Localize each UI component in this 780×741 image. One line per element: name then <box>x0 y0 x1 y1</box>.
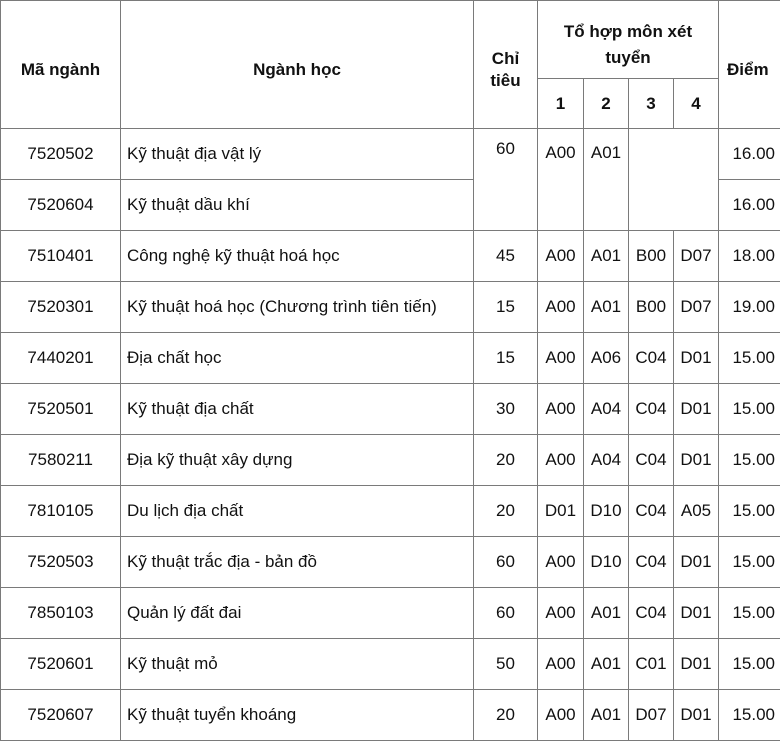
combo-1: A00 <box>538 333 584 384</box>
table-row <box>1 588 780 639</box>
major-code: 7810105 <box>1 486 121 537</box>
combo-3: D07 <box>629 690 674 741</box>
major-name: Kỹ thuật hoá học (Chương trình tiên tiến) <box>121 282 474 333</box>
cutoff-score: 15.00 <box>719 639 780 690</box>
major-name: Địa kỹ thuật xây dựng <box>121 435 474 486</box>
combo-1: A00 <box>538 537 584 588</box>
table-row <box>1 486 780 537</box>
combo-4: D01 <box>674 384 719 435</box>
major-code: 7580211 <box>1 435 121 486</box>
combo-2: A04 <box>584 435 629 486</box>
combo-3-4-empty <box>629 129 719 231</box>
combo-2: A01 <box>584 282 629 333</box>
table-row <box>1 384 780 435</box>
major-name: Địa chất học <box>121 333 474 384</box>
header-quota <box>474 1 538 129</box>
combo-4: D07 <box>674 282 719 333</box>
major-quota: 20 <box>474 690 538 741</box>
combo-4: D07 <box>674 231 719 282</box>
major-code: 7520503 <box>1 537 121 588</box>
combo-4: D01 <box>674 639 719 690</box>
combo-2: A01 <box>584 639 629 690</box>
combo-4: D01 <box>674 690 719 741</box>
major-name: Kỹ thuật tuyển khoáng <box>121 690 474 741</box>
combo-1: A00 <box>538 588 584 639</box>
header-major: Ngành học <box>121 1 474 129</box>
cutoff-score: 15.00 <box>719 537 780 588</box>
major-quota: 20 <box>474 435 538 486</box>
major-code: 7520301 <box>1 282 121 333</box>
table-row <box>1 333 780 384</box>
combo-3: C04 <box>629 384 674 435</box>
header-score: Điểm <box>719 1 780 129</box>
combo-1: A00 <box>538 231 584 282</box>
major-quota: 60 <box>474 537 538 588</box>
major-name: Kỹ thuật địa chất <box>121 384 474 435</box>
combo-3: C01 <box>629 639 674 690</box>
major-quota: 45 <box>474 231 538 282</box>
combo-2: A01 <box>584 588 629 639</box>
header-combos <box>538 1 719 79</box>
combo-1: A00 <box>538 690 584 741</box>
header-combo-1: 1 <box>538 79 584 129</box>
major-quota: 15 <box>474 282 538 333</box>
combo-3: B00 <box>629 282 674 333</box>
header-combo-2: 2 <box>584 79 629 129</box>
major-quota: 20 <box>474 486 538 537</box>
combo-2: A04 <box>584 384 629 435</box>
combo-1: A00 <box>538 384 584 435</box>
cutoff-score: 19.00 <box>719 282 780 333</box>
table-row <box>1 639 780 690</box>
major-quota: 60 <box>474 588 538 639</box>
table-row <box>1 129 780 180</box>
combo-1: A00 <box>538 129 584 231</box>
table-row <box>1 435 780 486</box>
combo-1: A00 <box>538 435 584 486</box>
table-row <box>1 690 780 741</box>
major-code: 7440201 <box>1 333 121 384</box>
major-name: Quản lý đất đai <box>121 588 474 639</box>
header-combo-3: 3 <box>629 79 674 129</box>
major-code: 7850103 <box>1 588 121 639</box>
combo-2: D10 <box>584 486 629 537</box>
major-quota: 50 <box>474 639 538 690</box>
combo-2: A01 <box>584 129 629 231</box>
cutoff-score: 16.00 <box>719 180 780 231</box>
combo-1: D01 <box>538 486 584 537</box>
cutoff-score: 18.00 <box>719 231 780 282</box>
major-name: Kỹ thuật địa vật lý <box>121 129 474 180</box>
cutoff-score: 15.00 <box>719 690 780 741</box>
table-row <box>1 537 780 588</box>
combo-4: D01 <box>674 333 719 384</box>
combo-4: D01 <box>674 537 719 588</box>
major-quota: 15 <box>474 333 538 384</box>
combo-2: A06 <box>584 333 629 384</box>
major-quota: 60 <box>474 129 538 231</box>
major-quota: 30 <box>474 384 538 435</box>
combo-1: A00 <box>538 639 584 690</box>
combo-3: C04 <box>629 486 674 537</box>
cutoff-score: 15.00 <box>719 384 780 435</box>
major-code: 7520607 <box>1 690 121 741</box>
combo-4: D01 <box>674 588 719 639</box>
combo-3: C04 <box>629 333 674 384</box>
cutoff-score: 15.00 <box>719 486 780 537</box>
combo-2: A01 <box>584 690 629 741</box>
cutoff-score: 16.00 <box>719 129 780 180</box>
table-row <box>1 282 780 333</box>
combo-4: D01 <box>674 435 719 486</box>
major-name: Kỹ thuật dầu khí <box>121 180 474 231</box>
major-code: 7520604 <box>1 180 121 231</box>
combo-1: A00 <box>538 282 584 333</box>
combo-4: A05 <box>674 486 719 537</box>
cutoff-score: 15.00 <box>719 333 780 384</box>
major-name: Kỹ thuật trắc địa - bản đồ <box>121 537 474 588</box>
combo-3: C04 <box>629 588 674 639</box>
major-code: 7520501 <box>1 384 121 435</box>
header-combos-text: Tổ hợp môn xét tuyển <box>543 19 713 71</box>
header-combo-4: 4 <box>674 79 719 129</box>
table-row <box>1 231 780 282</box>
combo-3: C04 <box>629 435 674 486</box>
combo-3: C04 <box>629 537 674 588</box>
major-name: Kỹ thuật mỏ <box>121 639 474 690</box>
combo-2: D10 <box>584 537 629 588</box>
header-row <box>1 1 780 79</box>
major-name: Công nghệ kỹ thuật hoá học <box>121 231 474 282</box>
major-name: Du lịch địa chất <box>121 486 474 537</box>
cutoff-score: 15.00 <box>719 435 780 486</box>
combo-3: B00 <box>629 231 674 282</box>
major-code: 7510401 <box>1 231 121 282</box>
major-code: 7520601 <box>1 639 121 690</box>
major-code: 7520502 <box>1 129 121 180</box>
combo-2: A01 <box>584 231 629 282</box>
header-quota-text: Chỉ tiêu <box>486 48 526 92</box>
header-code: Mã ngành <box>1 1 121 129</box>
cutoff-score: 15.00 <box>719 588 780 639</box>
